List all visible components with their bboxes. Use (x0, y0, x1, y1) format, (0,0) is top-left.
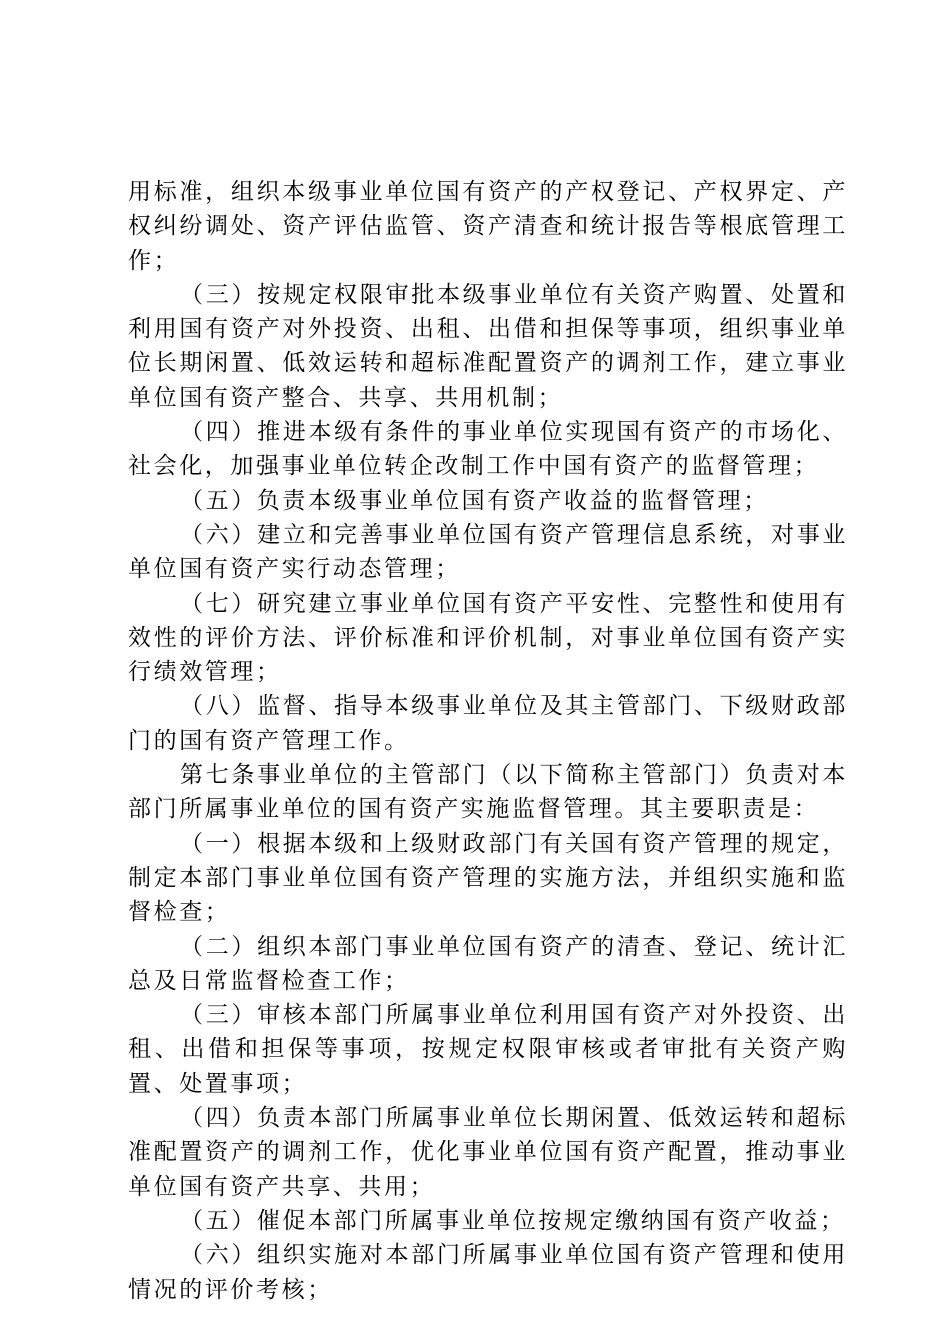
paragraph-item-3: （三）按规定权限审批本级事业单位有关资产购置、处置和利用国有资产对外投资、出租、出借和担保等事项，组织事业单位长期闲置、低效运转和超标准配置资产的调剂工作，建立事业单位国有资产整合、共享、共用机制； (128, 281, 848, 411)
paragraph-item-4: （四）推进本级有条件的事业单位实现国有资产的市场化、社会化，加强事业单位转企改制工作中国有资产的监督管理； (128, 419, 848, 480)
paragraph-continuation: 用标准，组织本级事业单位国有资产的产权登记、产权界定、产权纠纷调处、资产评估监管、资产清查和统计报告等根底管理工作； (128, 179, 848, 274)
paragraph-item-6: （六）建立和完善事业单位国有资产管理信息系统，对事业单位国有资产实行动态管理； (128, 521, 848, 583)
paragraph-article-7: 第七条事业单位的主管部门（以下简称主管部门）负责对本部门所属事业单位的国有资产实施监督管理。其主要职责是： (128, 762, 848, 823)
document-body (128, 175, 848, 1307)
paragraph-article7-item-2: （二）组织本部门事业单位国有资产的清查、登记、统计汇总及日常监督检查工作； (128, 933, 848, 994)
paragraph-article7-item-1: （一）根据本级和上级财政部门有关国有资产管理的规定，制定本部门事业单位国有资产管理的实施方法，并组织实施和监督检查； (128, 830, 848, 926)
paragraph-article7-item-6: （六）组织实施对本部门所属事业单位国有资产管理和使用情况的评价考核； (128, 1242, 848, 1303)
paragraph-article7-item-3: （三）审核本部门所属事业单位利用国有资产对外投资、出租、出借和担保等事项，按规定权限审核或者审批有关资产购置、处置事项； (128, 1002, 848, 1097)
paragraph-article7-item-4: （四）负责本部门所属事业单位长期闲置、低效运转和超标准配置资产的调剂工作，优化事业单位国有资产配置，推动事业单位国有资产共享、共用； (128, 1105, 848, 1200)
paragraph-article7-item-5: （五）催促本部门所属事业单位按规定缴纳国有资产收益； (180, 1207, 846, 1234)
paragraph-item-5: （五）负责本级事业单位国有资产收益的监督管理； (180, 487, 769, 514)
paragraph-item-8: （八）监督、指导本级事业单位及其主管部门、下级财政部门的国有资产管理工作。 (128, 693, 848, 754)
paragraph-item-7: （七）研究建立事业单位国有资产平安性、完整性和使用有效性的评价方法、评价标准和评价机制，对事业单位国有资产实行绩效管理； (128, 590, 848, 686)
